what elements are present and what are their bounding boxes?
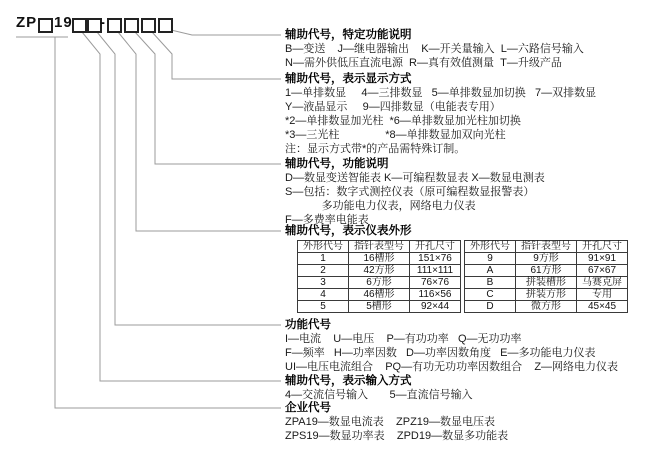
connector-input-mode xyxy=(82,32,281,381)
table-cell: 1 xyxy=(298,253,349,265)
section-header: 功能代号 xyxy=(285,319,331,331)
placeholder-box xyxy=(158,18,173,33)
table-header-row xyxy=(298,241,461,253)
table-cell: 111×111 xyxy=(410,265,461,277)
connector-function-code xyxy=(97,32,281,325)
code-line: *2—单排数显加光柱 *6—单排数显加光柱加切换 xyxy=(285,115,521,127)
section-header: 辅助代号，表示显示方式 xyxy=(285,73,412,85)
table-row xyxy=(298,301,461,313)
placeholder-box xyxy=(72,18,87,33)
code-line: S—包括：数字式测控仪表（原可编程数显报警表） xyxy=(285,186,535,198)
code-line: ZPA19—数显电流表 ZPZ19—数显电压表 xyxy=(285,416,496,428)
table-cell: 16槽形 xyxy=(349,253,410,265)
table-cell: 9方形 xyxy=(516,253,577,265)
section-input-mode xyxy=(285,374,473,402)
table-row xyxy=(465,289,628,301)
table-row xyxy=(298,265,461,277)
table-cell: 拼装槽形 xyxy=(516,277,577,289)
table-cell: 91×91 xyxy=(577,253,628,265)
outline-table-right xyxy=(464,240,628,313)
table-cell: B xyxy=(465,277,516,289)
table-cell: C xyxy=(465,289,516,301)
table-cell: 3 xyxy=(298,277,349,289)
table-cell: 92×44 xyxy=(410,301,461,313)
placeholder-box xyxy=(38,18,53,33)
outline-table-left xyxy=(297,240,461,313)
outline-tables xyxy=(297,240,628,313)
table-header-cell: 外形代号 xyxy=(465,241,516,253)
code-line: F—多费率电能表 xyxy=(285,214,369,226)
table-cell: 67×67 xyxy=(577,265,628,277)
table-cell: 9 xyxy=(465,253,516,265)
table-header-row xyxy=(465,241,628,253)
section-outline xyxy=(285,224,628,313)
connector-special-function xyxy=(171,30,281,35)
table-header-cell: 开孔尺寸 xyxy=(410,241,461,253)
code-line: F—频率 H—功率因数 D—功率因数角度 E—多功能电力仪表 xyxy=(285,347,596,359)
code-line: I—电流 U—电压 P—有功功率 Q—无功功率 xyxy=(285,333,522,345)
table-cell: 6方形 xyxy=(349,277,410,289)
table-header-cell: 指针表型号 xyxy=(349,241,410,253)
table-header-cell: 外形代号 xyxy=(298,241,349,253)
code-line: N—需外供低压直流电源 R—真有效值测量 T—升级产品 xyxy=(285,57,562,69)
table-cell: 76×76 xyxy=(410,277,461,289)
table-row xyxy=(465,301,628,313)
table-row xyxy=(298,253,461,265)
table-cell: 46槽形 xyxy=(349,289,410,301)
table-row xyxy=(298,289,461,301)
table-row xyxy=(465,265,628,277)
model-prefix: ZP xyxy=(16,14,38,31)
table-header-cell: 指针表型号 xyxy=(516,241,577,253)
section-header: 企业代号 xyxy=(285,402,331,414)
section-company-code xyxy=(285,401,508,443)
code-line: Y—液晶显示 9—四排数显（电能表专用） xyxy=(285,101,501,113)
code-line: 多功能电力仪表，网络电力仪表 xyxy=(285,200,476,212)
table-header-cell: 开孔尺寸 xyxy=(577,241,628,253)
code-line: *3—三光柱 *8—单排数显加双向光柱 xyxy=(285,129,506,141)
table-row xyxy=(465,253,628,265)
table-cell: 116×56 xyxy=(410,289,461,301)
model-series: 19 xyxy=(54,14,73,31)
code-line: 注：显示方式带*的产品需特殊订制。 xyxy=(285,143,466,155)
section-header: 辅助代号，功能说明 xyxy=(285,158,389,170)
table-cell: 42方形 xyxy=(349,265,410,277)
table-cell: D xyxy=(465,301,516,313)
table-cell: 4 xyxy=(298,289,349,301)
section-function-note xyxy=(285,157,545,227)
table-cell: 马赛克屏 xyxy=(577,277,628,289)
code-line: ZPS19—数显功率表 ZPD19—数显多功能表 xyxy=(285,430,509,442)
connector-function-note xyxy=(135,32,281,164)
table-cell: 61方形 xyxy=(516,265,577,277)
table-cell: 151×76 xyxy=(410,253,461,265)
table-cell: 拼装方形 xyxy=(516,289,577,301)
table-cell: 2 xyxy=(298,265,349,277)
table-row xyxy=(298,277,461,289)
section-function-code xyxy=(285,318,618,374)
table-cell: 5 xyxy=(298,301,349,313)
table-cell: 5槽形 xyxy=(349,301,410,313)
table-cell: 微方形 xyxy=(516,301,577,313)
connector-display-mode xyxy=(152,32,281,79)
placeholder-box xyxy=(141,18,156,33)
model-hyphen: - xyxy=(100,14,106,31)
code-line: 4—交流信号输入 5—直流信号输入 xyxy=(285,389,473,401)
table-cell: A xyxy=(465,265,516,277)
table-row xyxy=(465,277,628,289)
connector-company-code xyxy=(55,37,281,408)
connector-outline xyxy=(118,32,281,231)
section-header: 辅助代号，表示仪表外形 xyxy=(285,225,412,237)
section-header: 辅助代号，特定功能说明 xyxy=(285,29,412,41)
placeholder-box xyxy=(124,18,139,33)
code-line: D—数显变送智能表 K—可编程数显表 X—数显电测表 xyxy=(285,172,545,184)
section-header: 辅助代号，表示输入方式 xyxy=(285,375,412,387)
table-cell: 专用 xyxy=(577,289,628,301)
section-special-function xyxy=(285,28,584,70)
table-cell: 45×45 xyxy=(577,301,628,313)
code-line: UI—电压电流组合 PQ—有功无功功率因数组合 Z—网络电力仪表 xyxy=(285,361,619,373)
placeholder-box xyxy=(107,18,122,33)
code-line: 1—单排数显 4—三排数显 5—单排数显加切换 7—双排数显 xyxy=(285,87,597,99)
code-line: B—变送 J—继电器输出 K—开关量输入 L—六路信号输入 xyxy=(285,43,584,55)
section-display-mode xyxy=(285,72,596,156)
